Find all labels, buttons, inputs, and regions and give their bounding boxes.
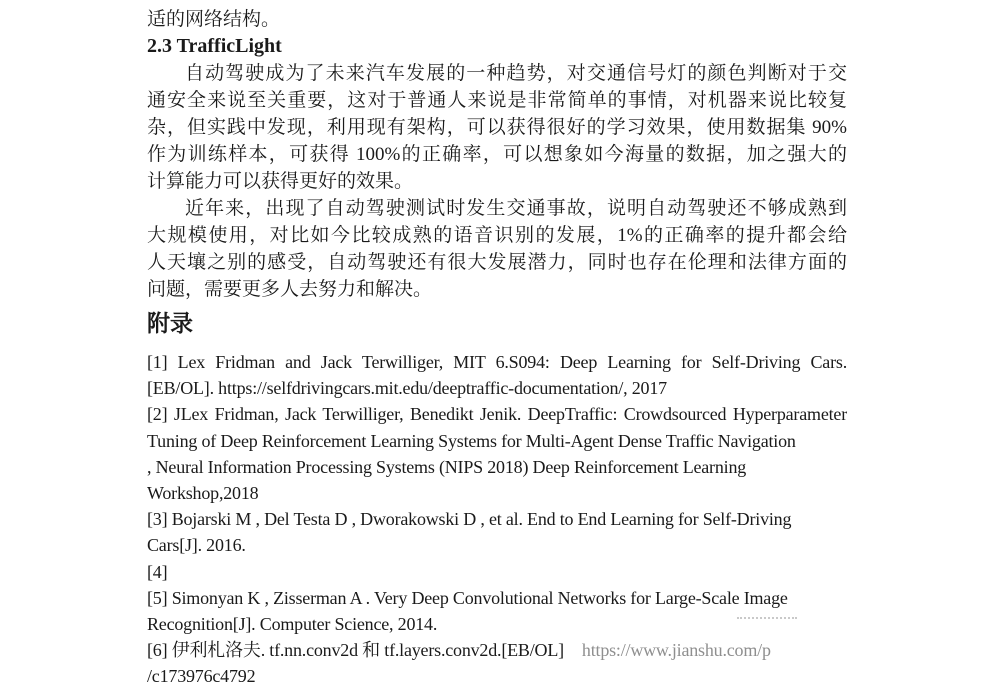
reference-2-line2: Tuning of Deep Reinforcement Learning Systems for Multi-Agent Dense Traffic Navigation bbox=[147, 430, 796, 451]
paragraph2-line1: 近年来，出现了自动驾驶测试时发生交通事故，说明自动驾驶还不够成熟到 bbox=[185, 198, 847, 219]
reference-6-line1 bbox=[147, 637, 847, 663]
reference-4-line1: [4] bbox=[147, 561, 168, 582]
reference-3-line1: [3] Bojarski M , Del Testa D , Dworakowski D , et al. End to End Learning for Self-Driving bbox=[147, 509, 792, 530]
paragraph1-line2: 通安全来说至关重要，这对于普通人来说是非常简单的事情，对机器来说比较复 bbox=[147, 90, 847, 111]
paragraph2-line2: 大规模使用，对比如今比较成熟的语音识别的发展，1%的正确率的提升都会给 bbox=[147, 225, 847, 246]
reference-6-faded-url: https://www.jianshu.com/p bbox=[581, 640, 771, 661]
reference-6-line2: /c173976c4792 bbox=[147, 666, 256, 684]
paragraph2-line4: 问题，需要更多人去努力和解决。 bbox=[147, 279, 433, 300]
paragraph1-line5: 计算能力可以获得更好的效果。 bbox=[147, 171, 414, 192]
reference-3-line2: Cars[J]. 2016. bbox=[147, 535, 246, 556]
leading-paragraph-line: 适的网络结构。 bbox=[147, 9, 281, 30]
reference-6-text: [6] 伊利札洛夫. tf.nn.conv2d 和 tf.layers.conv2d.[EB/OL] bbox=[147, 640, 564, 661]
appendix-heading: 附录 bbox=[147, 311, 193, 336]
paragraph1-line3: 杂，但实践中发现，利用现有架构，可以获得很好的学习效果，使用数据集 90% bbox=[147, 117, 847, 138]
document-content bbox=[147, 6, 847, 684]
paragraph2-line3: 人天壤之别的感受，自动驾驶还有很大发展潜力，同时也存在伦理和法律方面的 bbox=[147, 252, 847, 273]
reference-2-line1: [2] JLex Fridman, Jack Terwilliger, Benedikt Jenik. DeepTraffic: Crowdsourced Hyperparameter bbox=[147, 404, 847, 425]
reference-1-line1: [1] Lex Fridman and Jack Terwilliger, MIT 6.S094: Deep Learning for Self-Driving Cars. bbox=[147, 352, 847, 372]
paragraph1-line4: 作为训练样本，可获得 100%的正确率，可以想象如今海量的数据，加之强大的 bbox=[147, 144, 847, 165]
section-heading-trafficlight: 2.3 TrafficLight bbox=[147, 35, 282, 57]
faded-dots-artifact bbox=[737, 617, 797, 619]
reference-2-line4: Workshop,2018 bbox=[147, 482, 259, 503]
reference-5-line2: Recognition[J]. Computer Science, 2014. bbox=[147, 613, 438, 634]
paragraph1-line1: 自动驾驶成为了未来汽车发展的一种趋势，对交通信号灯的颜色判断对于交 bbox=[185, 63, 847, 84]
reference-2-line3: , Neural Information Processing Systems (NIPS 2018) Deep Reinforcement Learning bbox=[147, 456, 747, 477]
reference-1-line2: [EB/OL]. https://selfdrivingcars.mit.edu/deeptraffic-documentation/, 2017 bbox=[147, 378, 667, 399]
reference-5-line1: [5] Simonyan K , Zisserman A . Very Deep Convolutional Networks for Large-Scale Image bbox=[147, 587, 788, 608]
